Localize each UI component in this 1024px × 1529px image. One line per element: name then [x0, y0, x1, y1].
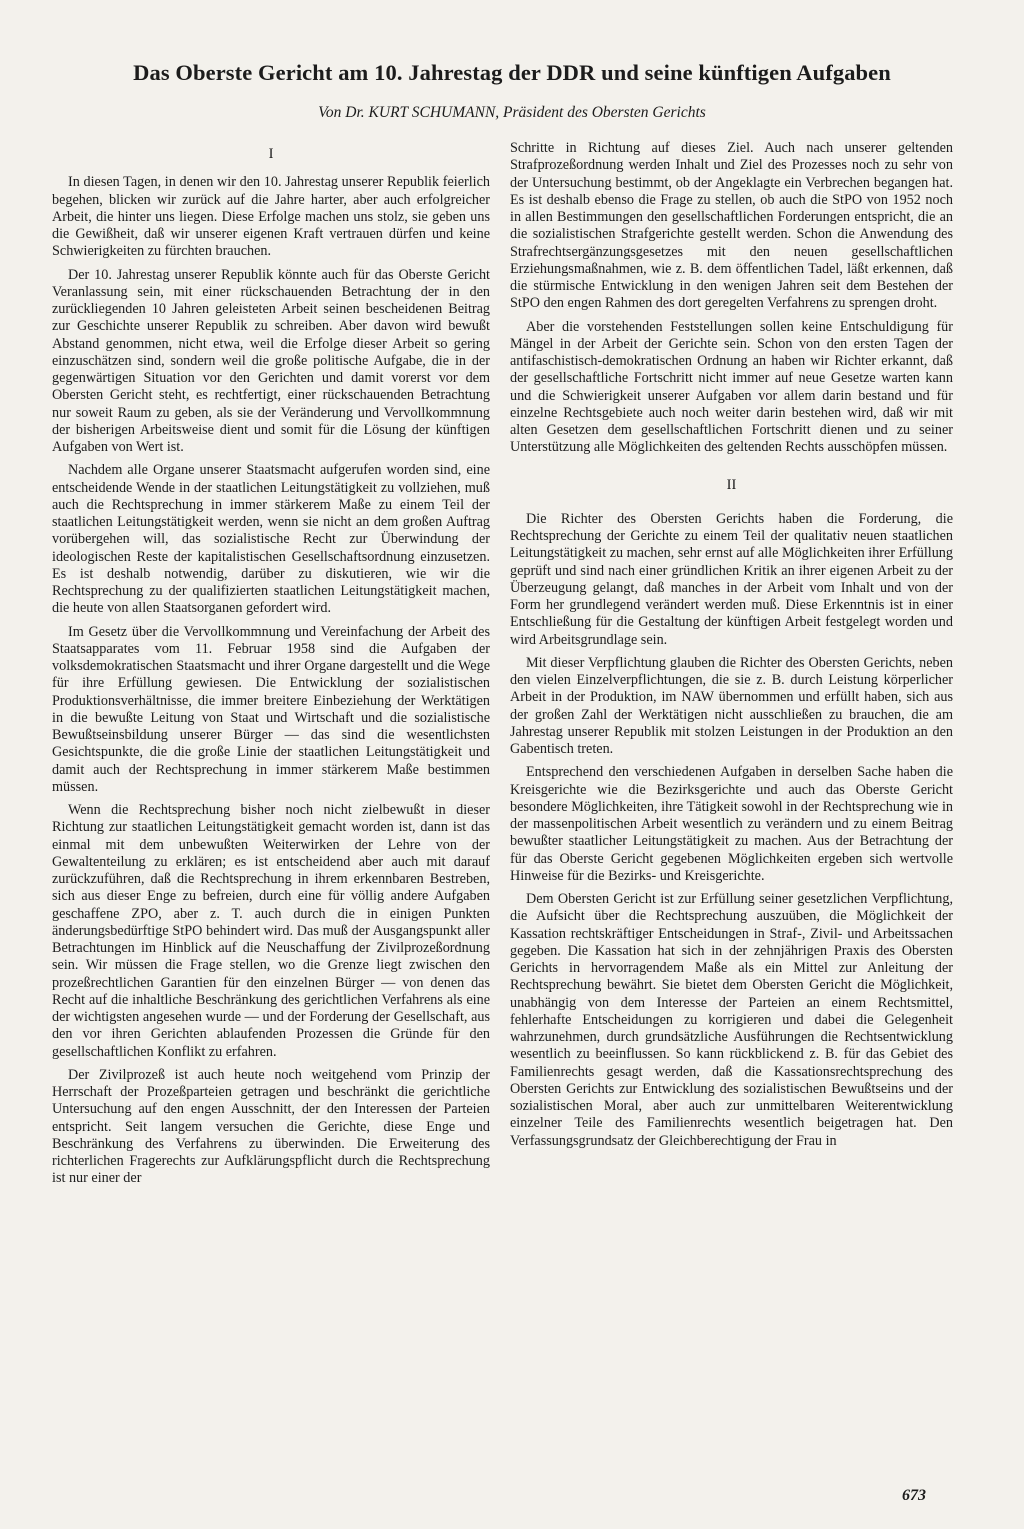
- paragraph: Entsprechend den verschiedenen Aufgaben in derselben Sache haben die Kreisgerichte wie die Bezirksgerichte und auch das Oberste Gericht besondere Möglichkeiten, ihre Tätigkeit sowohl in der Rechtsprechung wie in der massenpolitischen Arbeit wesentlich zu verändern und zu einem Beitrag bewußter staatlicher Leitungstätigkeit zu machen. Aus der Betrachtung der für das Oberste Gericht gegebenen Möglichkeiten ergeben sich wertvolle Hinweise für die Bezirks- und Kreisgerichte.: [510, 764, 953, 884]
- right-column: [510, 140, 953, 1156]
- article-title: Das Oberste Gericht am 10. Jahrestag der DDR und seine künftigen Aufgaben: [133, 60, 891, 85]
- paragraph: Mit dieser Verpflichtung glauben die Richter des Obersten Gerichts, neben den vielen Einzelverpflichtungen, die sie z. B. durch Leistung körperlicher Arbeit in der Produktion, im NAW übernommen und erfüllt haben, sich aus der großen Zahl der Werktätigen nicht ausschließen zu brauchen, die am Jahrestag unserer Republik mit stolzen Leistungen in der Produktion an den Gabentisch treten.: [510, 654, 953, 757]
- paragraph: Nachdem alle Organe unserer Staatsmacht aufgerufen worden sind, eine entscheidende Wende in der staatlichen Leitungstätigkeit zu vollziehen, muß auch die Rechtsprechung in immer stärkerem Maße zu einem Teil der staatlichen Leitungstätigkeit werden, wenn sie nicht an dem großen Auftrag vorübergehen will, das sozialistische Recht zur Überwindung der ideologischen Reste der kapitalistischen Gesellschaftsordnung einzusetzen. Es ist deshalb notwendig, darüber zu diskutieren, wie wir die Rechtsprechung zu der qualifizierten staatlichen Leitungstätigkeit machen, die heute von allen Staatsorganen gefordert wird.: [52, 462, 490, 617]
- paragraph: Dem Obersten Gericht ist zur Erfüllung seiner gesetzlichen Verpflichtung, die Aufsicht über die Rechtsprechung auszuüben, die Möglichkeit der Kassation rechtskräftiger Entscheidungen in Straf-, Zivil- und Arbeitssachen gegeben. Die Kassation hat sich in der zehnjährigen Praxis des Obersten Gerichts in hervorragendem Maße als ein Mittel zur Anleitung der Rechtsprechung bewährt. Sie bietet dem Obersten Gericht die Möglichkeit, unabhängig von dem Interesse der Parteien an einem Rechtsmittel, fehlerhafte Entscheidungen zu korrigieren und dabei die Gelegenheit wahrzunehmen, durch grundsätzliche Ausführungen die Rechtsentwicklung wesentlich zu beeinflussen. So kann rückblickend z. B. für das Gebiet des Familienrechts gesagt werden, daß die Kassationsrechtsprechung des Obersten Gerichts zur Entwicklung des sozialistischen Bewußtseins und der sozialistischen Moral, aber auch zur unmittelbaren Weiterentwicklung einzelner Teile des Familienrechts wesentlich beigetragen hat. Den Verfassungsgrundsatz der Gleichberechtigung der Frau in: [510, 891, 953, 1149]
- page-number: 673: [902, 1487, 926, 1504]
- section-heading-1: I: [268, 146, 274, 162]
- paragraph: Wenn die Rechtsprechung bisher noch nicht zielbewußt in dieser Richtung zur staatlichen Leitungstätigkeit gemacht worden ist, dann ist das einmal mit dem unbewußten Weiterwirken der Lehre von der Gewaltenteilung zu erklären; es ist entscheidend aber auch mit darauf zurückzuführen, daß die Rechtsprechung in ihrem erkennbaren Bestreben, sich aus dieser Enge zu befreien, durch eine für völlig andere Aufgaben geschaffene ZPO, aber z. T. auch durch die in einigen Punkten änderungsbedürftige StPO behindert wird. Das muß der Ausgangspunkt aller Betrachtungen im Hinblick auf die Neuschaffung der Zivilprozeßordnung sein. Wir müssen die Frage stellen, wo die Grenze liegt zwischen den prozeßrechtlichen Garantien für den einzelnen Bürger — von denen das Recht auf die inhaltliche Beschränkung des gerichtlichen Verfahrens als eine der wichtigsten angesehen wurde — und der Forderung der Gesellschaft, aus den vor ihren Gerichten ablaufenden Prozessen die Gründe für den gesellschaftlichen Konflikt zu erfahren.: [52, 802, 490, 1060]
- paragraph: Der 10. Jahrestag unserer Republik könnte auch für das Oberste Gericht Veranlassung sein, mit einer rückschauenden Betrachtung der in den zurückliegenden 10 Jahren geleisteten Arbeit seinen bescheidenen Beitrag zur Geschichte unserer Republik zu schreiben. Aber davon wird bewußt Abstand genommen, nicht etwa, weil die Erfolge dieser Arbeit so gering einzuschätzen sind, sondern weil die große politische Aufgabe, die in der gegenwärtigen Situation vor den Gerichten und damit vorerst vor dem Obersten Gericht steht, es rechtfertigt, einer rückschauenden Betrachtung nur soweit Raum zu geben, als sie der Veränderung und Vervollkommnung der bisherigen Arbeitsweise dient und somit für die Lösung der künftigen Aufgaben von Wert ist.: [52, 266, 490, 455]
- paragraph: Im Gesetz über die Vervollkommnung und Vereinfachung der Arbeit des Staatsapparates vom 11. Februar 1958 sind die Aufgaben der volksdemokratischen Staatsmacht und ihrer Organe dargestellt und die Wege für ihre Erfüllung gewiesen. Die Entwicklung der sozialistischen Produktionsverhältnisse, die immer breitere Einbeziehung der Werktätigen in die bewußte Leitung von Staat und Wirtschaft und die sozialistische Bewußtseinsbildung unserer Bürger — das sind die wesentlichsten Gesichtspunkte, die die große Linie der staatlichen Leitungstätigkeit und damit auch der Rechtsprechung in immer stärkerem Maße bestimmen müssen.: [52, 623, 490, 795]
- paragraph-continued: Schritte in Richtung auf dieses Ziel. Auch nach unserer geltenden Strafprozeßordnung werden Inhalt und Ziel des Prozesses noch zu sehr von der Untersuchung bestimmt, ob der Angeklagte ein Verbrechen begangen hat. Es ist deshalb ebenso die Frage zu stellen, ob auch die StPO von 1952 noch in allen Bestimmungen den gesellschaftlichen Forderungen entspricht, die an die sozialistischen Strafgerichte gestellt werden. Schon die Anwendung des Strafrechtsergänzungsgesetzes mit den neuen gesellschaftlichen Erziehungsmaßnahmen, wie z. B. dem öffentlichen Tadel, läßt erkennen, daß die stürmische Entwicklung in den wenigen Jahren seit dem Bestehen der StPO den engen Rahmen des dort geregelten Verfahrens zu sprengen droht.: [510, 140, 953, 312]
- paragraph: In diesen Tagen, in denen wir den 10. Jahrestag unserer Republik feierlich begehen, blicken wir zurück auf die Jahre harter, aber auch erfolgreicher Arbeit, die hinter uns liegen. Diese Erfolge machen uns stolz, sie geben uns die Gewißheit, daß wir unserer eigenen Kraft vertrauen dürfen und keine Schwierigkeiten zu fürchten brauchen.: [52, 174, 490, 260]
- paragraph: Aber die vorstehenden Feststellungen sollen keine Entschuldigung für Mängel in der Arbeit der Gerichte sein. Schon von den ersten Tagen der antifaschistisch-demokratischen Ordnung an haben wir Richter erkannt, daß der gesellschaftliche Fortschritt nicht immer auf neue Gesetze warten kann und die Schwierigkeit unserer Aufgaben vor allem darin bestand und für einzelne Rechtsgebiete auch noch weiter darin bestehen wird, daß wir mit alten Gesetzen dem gesellschaftlichen Fortschritt dienen und zu seiner Unterstützung alle Möglichkeiten des geltenden Rechts ausschöpfen müssen.: [510, 318, 953, 456]
- paragraph: Die Richter des Obersten Gerichts haben die Forderung, die Rechtsprechung der Gerichte zu einem Teil der qualitativ neuen staatlichen Leitungstätigkeit zu machen, sehr ernst auf alle Möglichkeiten ihrer Erfüllung geprüft und sind nach einer gründlichen Kritik an ihrer eigenen Arbeit zu der Überzeugung gelangt, daß manches in der Arbeit vom Inhalt und von der Form her grundlegend verändert werden muß. Diese Erkenntnis ist in einer Entschließung für die Gestaltung der künftigen Arbeit festgelegt worden und wird Arbeitsgrundlage sein.: [510, 510, 953, 648]
- paragraph: Der Zivilprozeß ist auch heute noch weitgehend vom Prinzip der Herrschaft der Prozeßparteien getragen und beschränkt die gerichtliche Untersuchung auf den engen Ausschnitt, der den Interessen der Parteien entspricht. Seit langem versuchen die Gerichte, diese Enge und Beschränkung des Verfahrens zu überwinden. Die Erweiterung des richterlichen Fragerechts zur Aufklärungspflicht durch die Rechtsprechung ist nur einer der: [52, 1066, 490, 1187]
- section-heading-2: II: [726, 476, 737, 493]
- left-column: [52, 140, 490, 1194]
- article-byline: Von Dr. KURT SCHUMANN, Präsident des Obersten Gerichts: [318, 104, 706, 121]
